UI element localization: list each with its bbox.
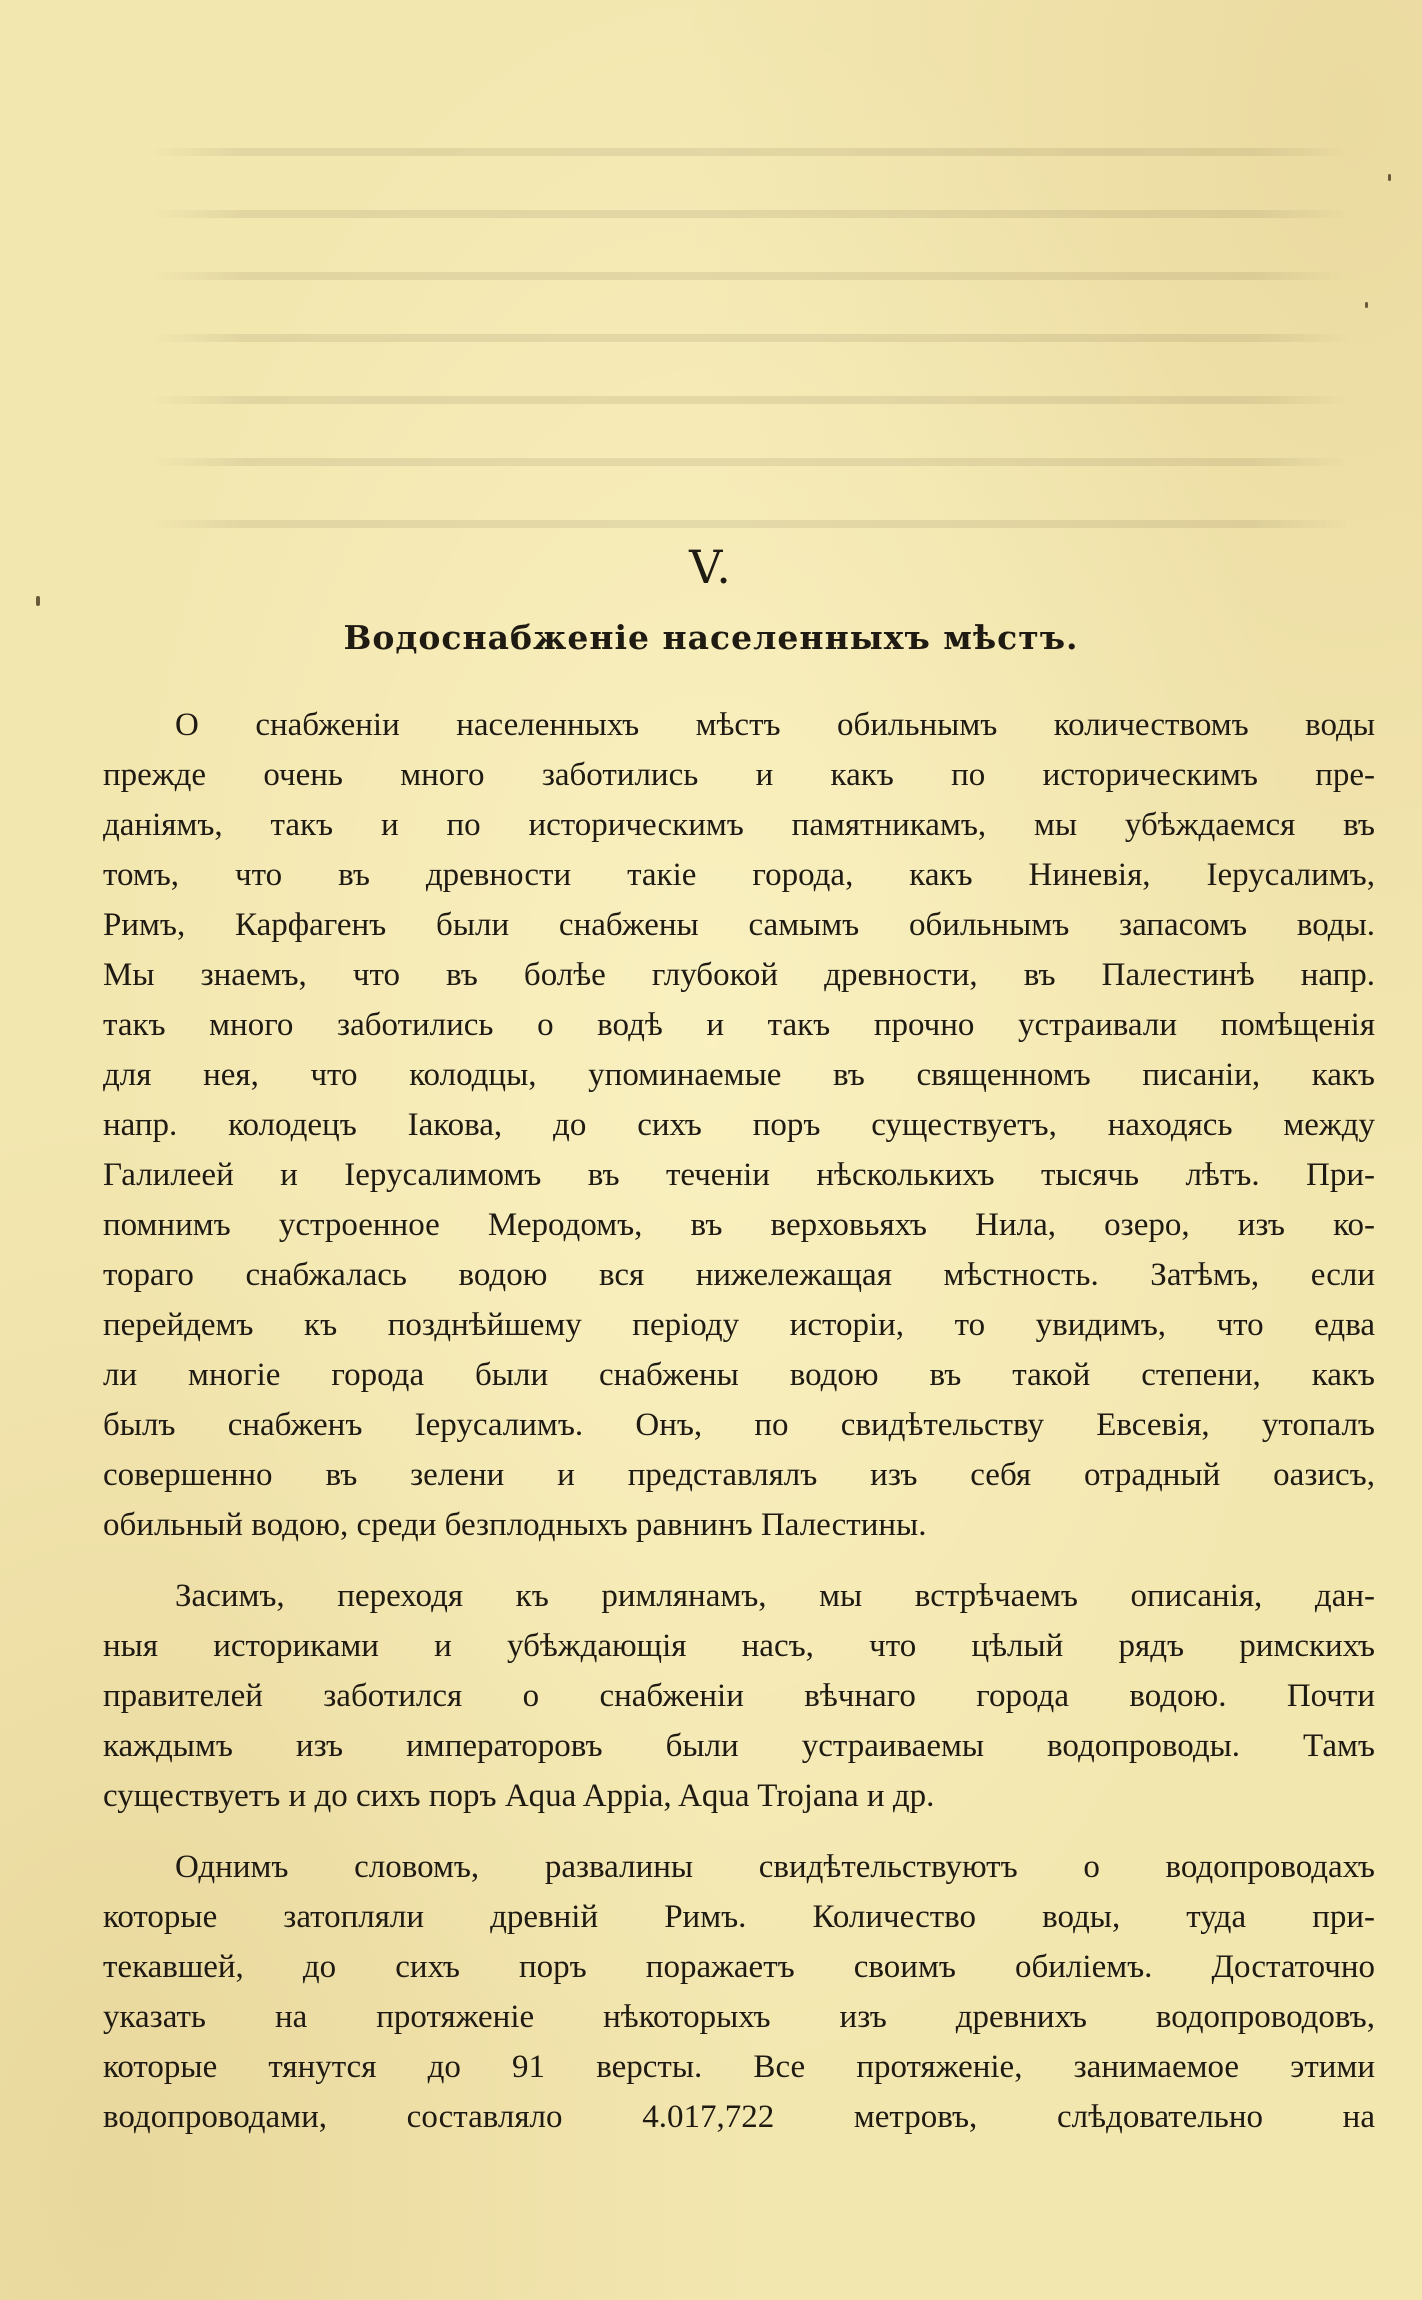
text-line: для нея, что колодцы, упоминаемые въ священномъ писаніи, какъ	[103, 1057, 1375, 1093]
text-line: даніямъ, такъ и по историческимъ памятникамъ, мы убѣждаемся въ	[103, 807, 1375, 843]
text-line: Однимъ словомъ, развалины свидѣтельствуютъ о водопроводахъ	[175, 1849, 1375, 1885]
text-line: обильный водою, среди безплодныхъ равнинъ Палестины.	[103, 1507, 927, 1543]
text-line: былъ снабженъ Іерусалимъ. Онъ, по свидѣтельству Евсевія, утопалъ	[103, 1407, 1375, 1443]
text-line: Мы знаемъ, что въ болѣе глубокой древности, въ Палестинѣ напр.	[103, 957, 1375, 993]
text-line: томъ, что въ древности такіе города, какъ Ниневія, Іерусалимъ,	[103, 857, 1375, 893]
paragraph-2	[103, 1571, 1375, 1821]
paper-speck	[36, 596, 40, 606]
paragraph-1	[103, 700, 1375, 1550]
text-line: текавшей, до сихъ поръ поражаетъ своимъ обиліемъ. Достаточно	[103, 1949, 1375, 1985]
text-line: каждымъ изъ императоровъ были устраиваемы водопроводы. Тамъ	[103, 1728, 1375, 1764]
text-line: Засимъ, переходя къ римлянамъ, мы встрѣчаемъ описанія, дан-	[175, 1578, 1375, 1614]
body-text	[103, 700, 1375, 2163]
text-line: указать на протяженіе нѣкоторыхъ изъ древнихъ водопроводовъ,	[103, 1999, 1375, 2035]
paper-speck	[1365, 302, 1368, 308]
text-line: которые затопляли древній Римъ. Количество воды, туда при-	[103, 1899, 1375, 1935]
text-line: водопроводами, составляло 4.017,722 метровъ, слѣдовательно на	[103, 2099, 1375, 2135]
text-line: прежде очень много заботились и какъ по историческимъ пре-	[103, 757, 1375, 793]
text-line: напр. колодецъ Іакова, до сихъ поръ существуетъ, находясь между	[103, 1107, 1375, 1143]
text-line: существуетъ и до сихъ поръ Aqua Appia, Aqua Trojana и др.	[103, 1778, 935, 1814]
paper-speck	[1388, 174, 1391, 181]
paragraph-3	[103, 1842, 1375, 2142]
chapter-number: V.	[689, 540, 733, 594]
text-line: ныя историками и убѣждающія насъ, что цѣлый рядъ римскихъ	[103, 1628, 1375, 1664]
text-line: правителей заботился о снабженіи вѣчнаго города водою. Почти	[103, 1678, 1375, 1714]
text-line: помнимъ устроенное Меродомъ, въ верховьяхъ Нила, озеро, изъ ко-	[103, 1207, 1375, 1243]
text-line: совершенно въ зелени и представлялъ изъ себя отрадный оазисъ,	[103, 1457, 1375, 1493]
text-line: тораго снабжалась водою вся нижележащая мѣстность. Затѣмъ, если	[103, 1257, 1375, 1293]
text-line: Галилеей и Іерусалимомъ въ теченіи нѣсколькихъ тысячь лѣтъ. При-	[103, 1157, 1375, 1193]
text-line: ли многіе города были снабжены водою въ такой степени, какъ	[103, 1357, 1375, 1393]
section-title: Водоснабженіе населенныхъ мѣстъ.	[343, 618, 1079, 657]
text-line: О снабженіи населенныхъ мѣстъ обильнымъ количествомъ воды	[175, 707, 1375, 743]
text-line: перейдемъ къ позднѣйшему періоду исторіи, то увидимъ, что едва	[103, 1307, 1375, 1343]
text-line: которые тянутся до 91 версты. Все протяженіе, занимаемое этими	[103, 2049, 1375, 2085]
show-through-text	[150, 110, 1350, 580]
text-line: такъ много заботились о водѣ и такъ прочно устраивали помѣщенія	[103, 1007, 1375, 1043]
text-line: Римъ, Карфагенъ были снабжены самымъ обильнымъ запасомъ воды.	[103, 907, 1375, 943]
